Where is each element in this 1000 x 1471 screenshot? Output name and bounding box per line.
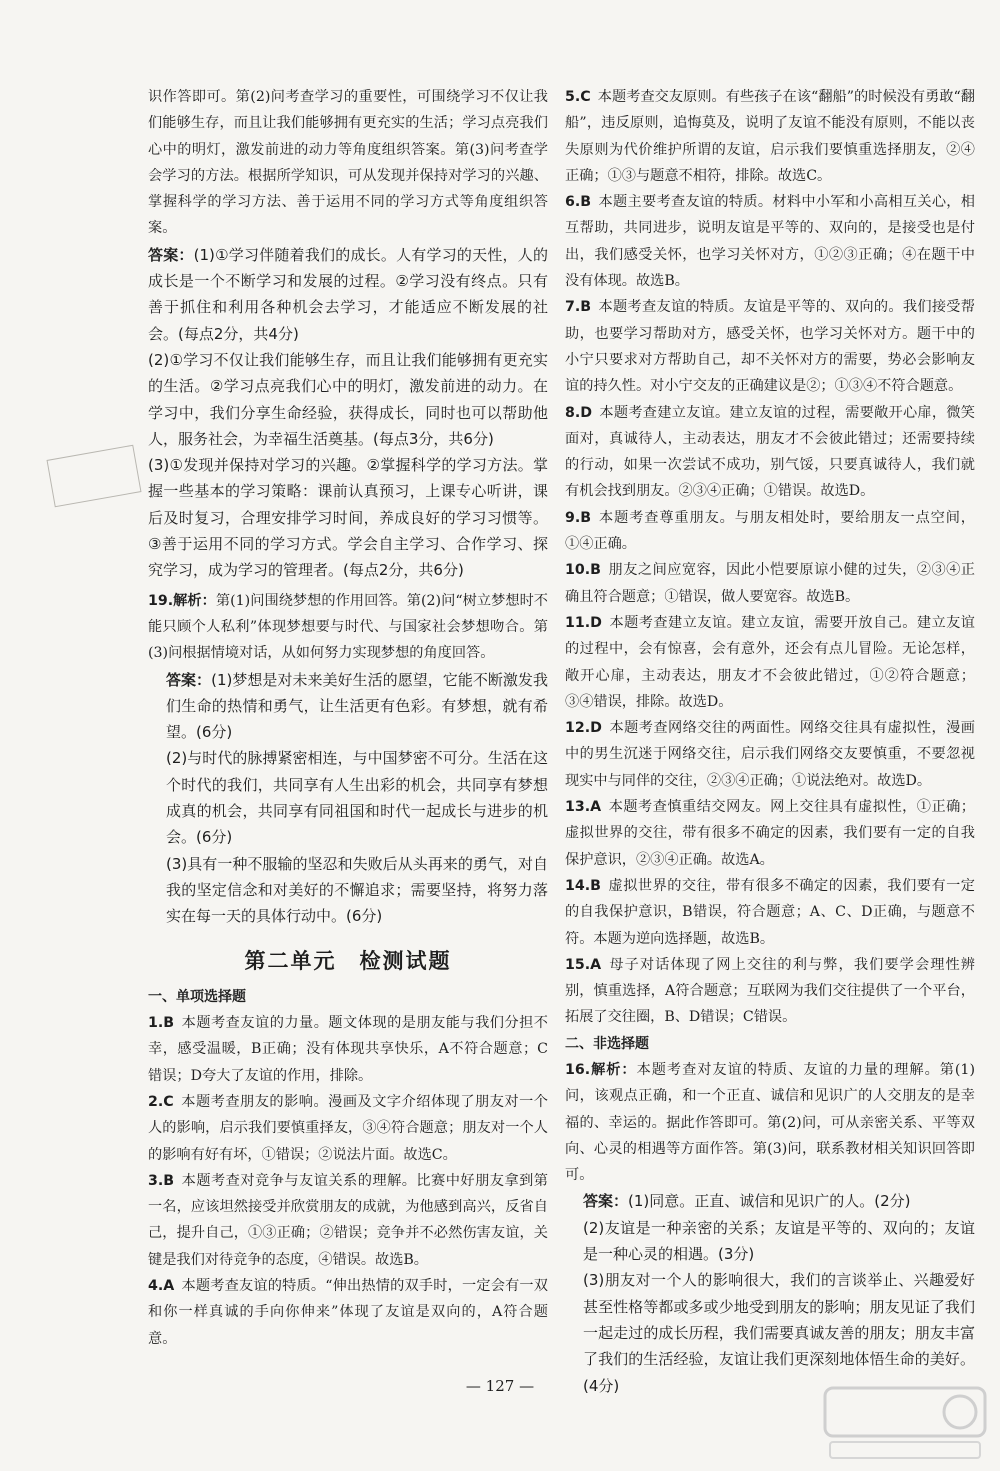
answer-label: 答案： [166, 670, 212, 689]
item-text: 本题考查建立友谊。建立友谊的过程，需要敞开心扉，微笑面对，真诚待人，主动表达，朋友才不会彼此错过；还需要持续的行动，如果一次尝试不成功，别气馁，只要真诚待人，我们就有机会找到朋友。②③④正确；①错误。故选D。 [565, 404, 975, 500]
q18-answer-2: (2)①学习不仅让我们能够生存，而且让我们能够拥有更充实的生活。②学习点亮我们心中的明灯，激发前进的动力。在学习中，我们分享生命经验，获得成长，同时也可以帮助他人，服务社会，为幸福生活奠基。(每点3分，共6分) [148, 350, 548, 448]
faded-stamp [47, 445, 142, 508]
answer-item [565, 294, 975, 399]
answer-item [148, 1010, 548, 1089]
q16-analysis [565, 1057, 975, 1188]
q18-answer-1 [148, 242, 548, 347]
item-number: 14.B [565, 877, 601, 894]
q16-answer-1 [565, 1188, 975, 1214]
answer-item [148, 1089, 548, 1168]
item-number: 7.B [565, 299, 592, 316]
left-column [148, 84, 548, 1352]
answer-item [565, 873, 975, 952]
q18-answer-3: (3)①发现并保持对学习的兴趣。②掌握科学的学习方法。掌握一些基本的学习策略：课前认真预习，上课专心听讲，课后及时复习，合理安排学习时间，养成良好的学习习惯等。③善于运用不同的学习方式。学会自主学习、合作学习、探究学习，成为学习的管理者。(每点2分，共6分) [148, 456, 548, 580]
left-answer-list [148, 1010, 548, 1352]
item-text: 本题考查朋友的影响。漫画及文字介绍体现了朋友对一个人的影响，启示我们要慎重择友，③④符合题意；朋友对一个人的影响有好有坏，①错误；②说法片面。故选C。 [148, 1093, 548, 1163]
answer-label: 答案： [148, 245, 194, 264]
item-number: 5.C [565, 89, 591, 105]
item-number: 15.A [565, 956, 602, 973]
q16-number: 16. [565, 1061, 591, 1078]
right-column [565, 84, 975, 1399]
item-number: 8.D [565, 404, 593, 421]
unit-title: 第二单元 检测试题 [244, 948, 452, 973]
answer-item [148, 1273, 548, 1352]
item-text: 虚拟世界的交往，带有很多不确定的因素，我们要有一定的自我保护意识，B错误，符合题意；A、C、D正确，与题意不符。本题为逆向选择题，故选B。 [565, 877, 975, 947]
answer-item [565, 189, 975, 294]
section-heading-non-choice: 二、非选择题 [565, 1035, 649, 1052]
item-number: 13.A [565, 799, 602, 816]
item-number: 11.D [565, 614, 602, 631]
item-number: 2.C [148, 1093, 174, 1110]
q18-analysis-tail: 识作答即可。第(2)问考查学习的重要性，可围绕学习不仅让我们能够生存，而且让我们能够拥有更充实的生活；学习点亮我们心中的明灯，激发前进的动力等角度组织答案。第(3)问考查学会学习的方法。根据所学知识，可从发现并保持对学习的兴趣、掌握科学的学习方法、善于运用不同的学习方式等角度组织答案。 [148, 89, 548, 237]
q19-analysis-text: 第(1)问围绕梦想的作用回答。第(2)问“树立梦想时不能只顾个人私利”体现梦想要与时代、与国家社会梦想吻合。第(3)问根据情境对话，从如何努力实现梦想的角度回答。 [148, 592, 548, 662]
page-number: — 127 — [465, 1377, 535, 1395]
q19-answer-1 [148, 667, 548, 746]
item-text: 本题考查交友原则。有些孩子在该“翻船”的时候没有勇敢“翻船”，违反原则，追悔莫及，说明了友谊不能没有原则，不能以丧失原则为代价维护所谓的友谊，启示我们要慎重选择朋友，②④正确；①③与题意不相符，排除。故选C。 [565, 89, 975, 184]
answer-item [565, 794, 975, 873]
item-text: 本题考查友谊的特质。友谊是平等的、双向的。我们接受帮助，也要学习帮助对方，感受关怀，也学习关怀对方。题干中的小宁只要求对方帮助自己，却不关怀对方的需要，势必会影响友谊的持久性。对小宁交友的正确建议是②；①③④不符合题意。 [565, 299, 975, 395]
q19-answer-1-text: (1)梦想是对未来美好生活的愿望，它能不断激发我们生命的热情和勇气，让生活更有色彩。有梦想，就有希望。(6分) [166, 670, 548, 742]
item-text: 本题考查尊重朋友。与朋友相处时，要给朋友一点空间，①④正确。 [565, 509, 975, 553]
analysis-label: 解析： [173, 592, 216, 609]
answer-item [565, 952, 975, 1031]
item-number: 3.B [148, 1172, 175, 1189]
right-answer-list [565, 84, 975, 1031]
item-number: 9.B [565, 509, 592, 526]
analysis-label: 解析： [590, 1061, 637, 1078]
q19-answer-3: (3)具有一种不服输的坚忍和失败后从头再来的勇气，对自我的坚定信念和对美好的不懈追求；需要坚持，将努力落实在每一天的具体行动中。(6分) [166, 854, 548, 926]
section-heading-single-choice: 一、单项选择题 [148, 988, 246, 1005]
item-text: 本题考查友谊的力量。题文体现的是朋友能与我们分担不幸，感受温暖，B正确；没有体现共享快乐，A不符合题意；C错误；D夸大了友谊的作用，排除。 [148, 1015, 548, 1084]
q19-answer-2: (2)与时代的脉搏紧密相连，与中国梦密不可分。生活在这个时代的我们，共同享有人生出彩的机会，共同享有梦想成真的机会，共同享有同祖国和时代一起成长与进步的机会。(6分) [166, 749, 548, 847]
answer-item [565, 610, 975, 715]
answer-item [565, 400, 975, 505]
item-text: 朋友之间应宽容，因此小恺要原谅小健的过失，②③④正确且符合题意；①错误，做人要宽容。故选B。 [565, 562, 975, 605]
answer-item [565, 715, 975, 794]
item-number: 1.B [148, 1015, 175, 1032]
q16-answer-1-text: (1)同意。正直、诚信和见识广的人。(2分) [628, 1192, 911, 1211]
item-number: 12.D [565, 720, 602, 737]
answer-item [148, 1168, 548, 1273]
item-text: 本题考查慎重结交网友。网上交往具有虚拟性，①正确；虚拟世界的交往，带有很多不确定的因素，我们要有一定的自我保护意识，②③④正确。故选A。 [565, 799, 975, 868]
item-number: 6.B [565, 194, 592, 211]
item-text: 本题考查建立友谊。建立友谊，需要开放自己。建立友谊的过程中，会有惊喜，会有意外，还会有点儿冒险。无论怎样，敞开心扉，主动表达，朋友才不会彼此错过，①②符合题意；③④错误，排除。故选D。 [565, 614, 975, 710]
q19-number: 19. [148, 592, 174, 609]
q16-answer-2: (2)友谊是一种亲密的关系；友谊是平等的、双向的；友谊是一种心灵的相遇。(3分) [583, 1218, 975, 1264]
item-number: 4.A [148, 1278, 175, 1295]
item-text: 本题考查对竞争与友谊关系的理解。比赛中好朋友拿到第一名，应该坦然接受并欣赏朋友的成就，为他感到高兴，反省自己，提升自己，①③正确；②错误；竞争并不必然伤害友谊，关键是我们对待竞争的态度，④错误。故选B。 [148, 1172, 548, 1268]
item-text: 母子对话体现了网上交往的利与弊，我们要学会理性辨别，慎重选择，A符合题意；互联网为我们交往提供了一个平台，拓展了交往圈，B、D错误；C错误。 [565, 956, 975, 1026]
q18-answer-1-text: (1)①学习伴随着我们的成长。人有学习的天性，人的成长是一个不断学习和发展的过程。②学习没有终点。只有善于抓住和利用各种机会去学习，才能适应不断发展的社会。(每点2分，共4分) [148, 245, 548, 343]
answer-item [565, 505, 975, 558]
answer-label: 答案： [583, 1192, 629, 1211]
q19-analysis [148, 588, 548, 667]
item-number: 10.B [565, 562, 601, 579]
q16-answer-3: (3)朋友对一个人的影响很大，我们的言谈举止、兴趣爱好甚至性格等都或多或少地受到朋友的影响；朋友见证了我们一起走过的成长历程，我们需要真诚友善的朋友；朋友丰富了我们的生活经验，友谊让我们更深刻地体悟生命的美好。(4分) [583, 1271, 975, 1395]
item-text: 本题主要考查友谊的特质。材料中小军和小高相互关心，相互帮助，共同进步，说明友谊是平等的、双向的，是接受也是付出，我们感受关怀，也学习关怀对方，①②③正确；④在题干中没有体现。故选B。 [565, 194, 975, 290]
answer-item [565, 557, 975, 610]
item-text: 本题考查友谊的特质。“伸出热情的双手时，一定会有一双和你一样真诚的手向你伸来”体现了友谊是双向的，A符合题意。 [148, 1278, 548, 1347]
q16-analysis-text: 本题考查对友谊的特质、友谊的力量的理解。第(1)问，该观点正确，和一个正直、诚信和见识广的人交朋友的是幸福的、幸运的。据此作答即可。第(2)问，可从亲密关系、平等双向、心灵的相遇等方面作答。第(3)问，联系教材相关知识回答即可。 [565, 1061, 975, 1184]
answer-item [565, 84, 975, 189]
item-text: 本题考查网络交往的两面性。网络交往具有虚拟性，漫画中的男生沉迷于网络交往，启示我们网络交友要慎重，不要忽视现实中与同伴的交往，②③④正确；①说法绝对。故选D。 [565, 720, 975, 789]
